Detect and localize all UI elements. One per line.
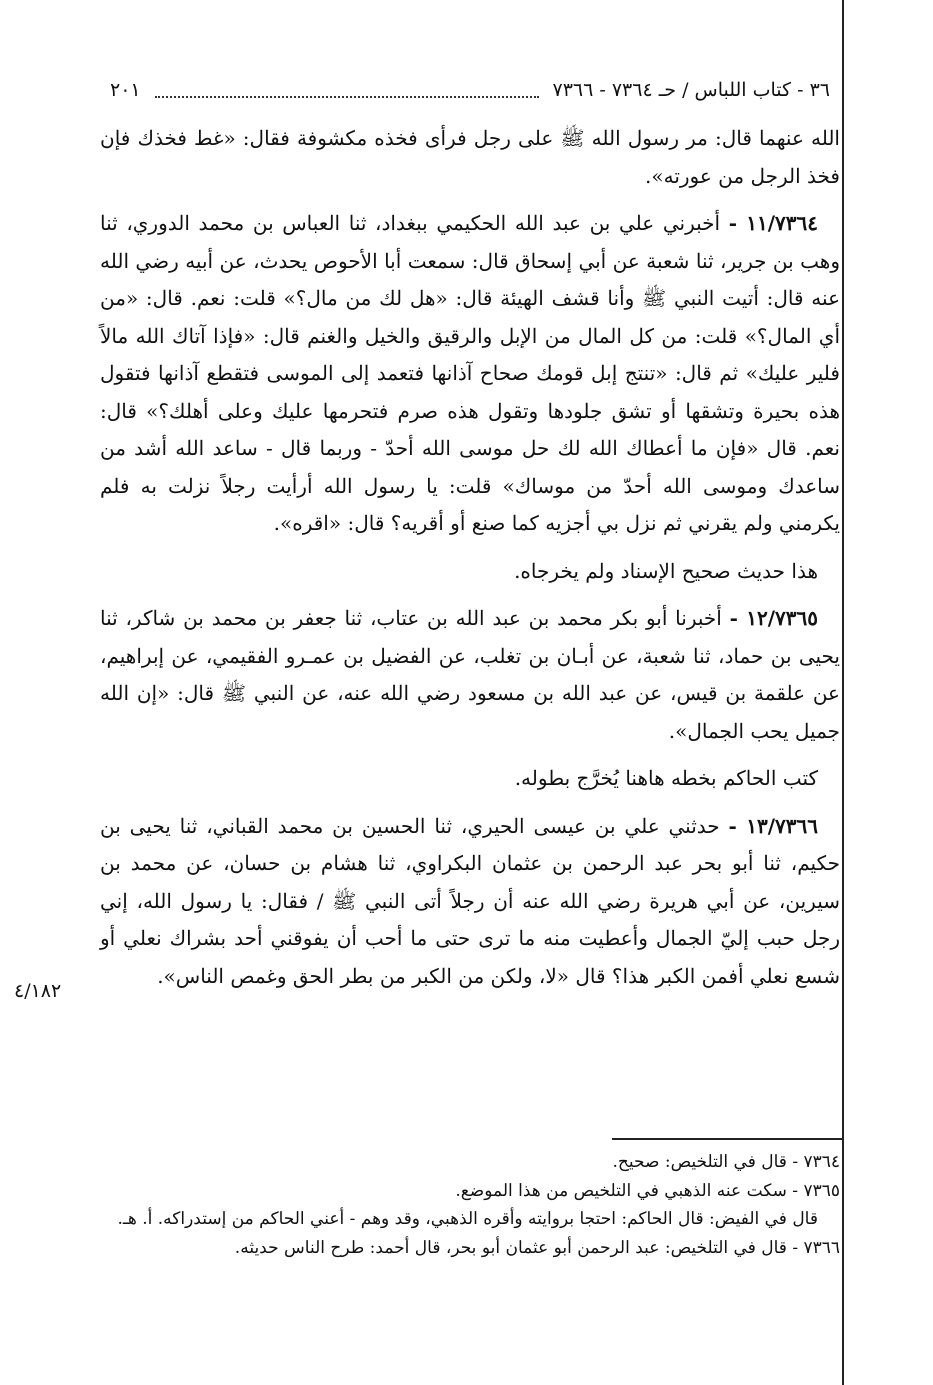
footnote: ٧٣٦٥ - سكت عنه الذهبي في التلخيص من هذا الموضع. (455, 1180, 840, 1201)
scribe-note (100, 760, 840, 798)
hadith-text: حدثني علي بن عيسى الحيري، ثنا الحسين بن محمد القباني، ثنا يحيى بن حكيم، ثنا أبو بحر عبد الرحمن بن عثمان البكراوي، ثنا هشام بن حسان، عن محمد بن سيرين، عن أبي هريرة رضي الله عنه أن رجلاً أتى النبي ﷺ / فقال: يا رسول الله، إني رجل حبب إليّ الجمال وأعطيت منه ما ترى حتى ما أحب أن يفوقني أحد بشراك نعلي أو شسع نعلي أفمن الكبر هذا؟ قال «لا، ولكن من الكبر من بطر الحق وغمص الناس». (100, 813, 840, 988)
footnote: ٧٣٦٤ - قال في التلخيص: صحيح. (612, 1152, 840, 1172)
grading-text: هذا حديث صحيح الإسناد ولم يخرجاه. (514, 558, 818, 583)
hadith-number: ١٢/٧٣٦٥ - (729, 606, 819, 630)
footnote-separator (612, 1138, 842, 1140)
grading-note (100, 553, 840, 591)
footnote: قال في الفيض: قال الحاكم: احتجا بروايته وأقره الذهبي، وقد وهم - أعني الحاكم من إستدراكه. أ. هـ. (117, 1209, 818, 1229)
footnote: ٧٣٦٦ - قال في التلخيص: عبد الرحمن أبو عثمان أبو بحر، قال أحمد: طرح الناس حديثه. (234, 1237, 840, 1258)
hadith-number: ١٣/٧٣٦٦ - (728, 813, 819, 838)
hadith-7366 (100, 808, 840, 996)
header-title: ٣٦ - كتاب اللباس / حـ ٧٣٦٤ - ٧٣٦٦ (552, 79, 830, 101)
page-number: ٢٠١ (110, 79, 141, 101)
scribe-text: كتب الحاكم بخطه هاهنا يُخرَّج بطوله. (514, 766, 818, 790)
margin-reference: ٤/١٨٢ (14, 980, 62, 1002)
header-dot-leader (155, 82, 539, 98)
hadith-7364 (100, 205, 840, 543)
footnotes (110, 1148, 840, 1262)
hadith-number: ١١/٧٣٦٤ - (728, 211, 819, 235)
hadith-7365 (100, 600, 840, 750)
margin-rule (842, 0, 844, 1385)
running-header (110, 70, 830, 110)
hadith-text: أخبرني علي بن عبد الله الحكيمي ببغداد، ثنا العباس بن محمد الدوري، ثنا وهب بن جرير، ثنا شعبة عن أبي إسحاق قال: سمعت أبا الأحوص يحدث، عن أبيه رضي الله عنه قال: أتيت النبي ﷺ وأنا قشف الهيئة قال: «هل لك من مال؟» قلت: نعم. قال: «من أي المال؟» قلت: من كل المال من الإبل والرقيق والخيل والغنم قال: «فإذا آتاك الله مالاً فلير عليك» ثم قال: «تنتج إبل قومك صحاح آذانها فتعمد إلى الموسى فتقطع آذانها فتقول هذه بحيرة وتشقها أو تشق جلودها وتقول هذه صرم فتحرمها عليك وعلى أهلك؟» قال: نعم. قال «فإن ما أعطاك الله لك حل موسى الله أحدّ - وربما قال - ساعد الله أشد من ساعدك وموسى الله أحدّ من موساك» قلت: يا رسول الله أرأيت رجلاً نزلت به فلم يكرمني ولم يقرني ثم نزل بي أجزيه كما صنع أو أقريه؟ قال: «اقره». (100, 211, 840, 535)
main-text (100, 120, 840, 1005)
hadith-text: أخبرنا أبو بكر محمد بن عبد الله بن عتاب، ثنا جعفر بن محمد بن شاكر، ثنا يحيى بن حماد، ثنا شعبة، عن أبـان بن تغلب، عن الفضيل بن عمـرو الفقيمي، عن إبراهيم، عن علقمة بن قيس، عن عبد الله بن مسعود رضي الله عنه، عن النبي ﷺ قال: «إن الله جميل يحب الجمال». (100, 606, 840, 743)
paragraph-text: الله عنهما قال: مر رسول الله ﷺ على رجل فرأى فخذه مكشوفة فقال: «غط فخذك فإن فخذ الرجل من عورته». (100, 126, 840, 188)
paragraph (100, 120, 840, 195)
